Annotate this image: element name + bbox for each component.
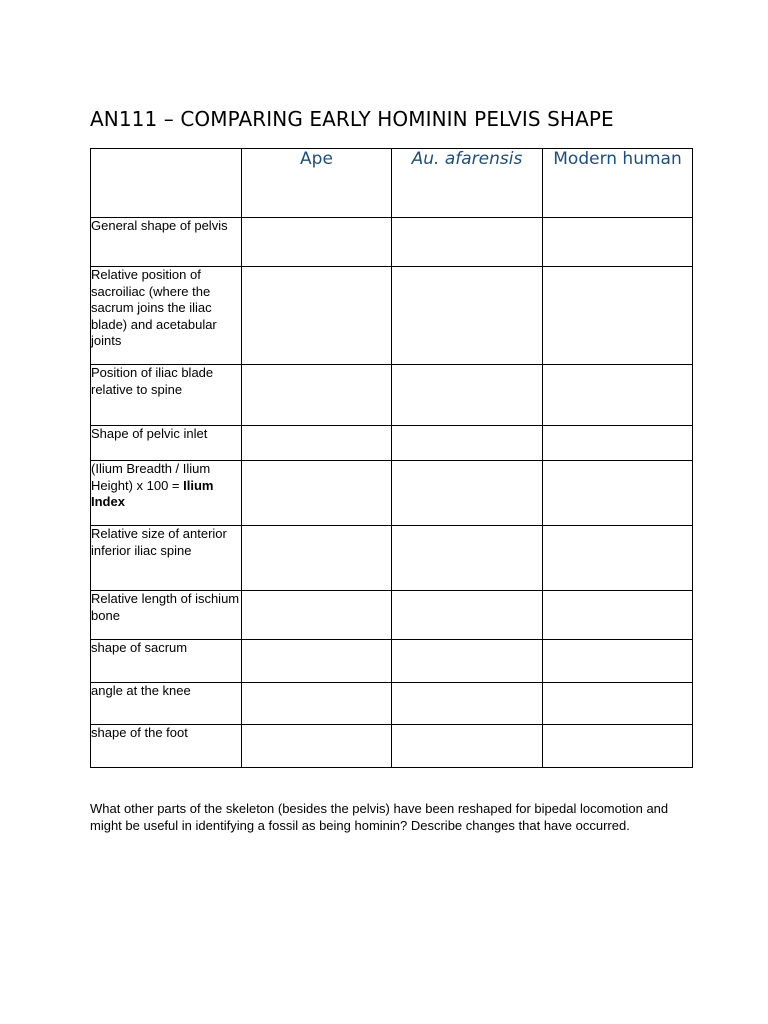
answer-cell-modern[interactable]	[543, 426, 693, 461]
row-label-sacrum: shape of sacrum	[91, 640, 242, 683]
comparison-table	[90, 148, 693, 768]
answer-cell-afarensis[interactable]	[392, 218, 543, 267]
answer-cell-modern[interactable]	[543, 218, 693, 267]
page-title: AN111 – COMPARING EARLY HOMININ PELVIS SHAPE	[90, 107, 614, 131]
row-label-sacroiliac-position: Relative position of sacroiliac (where the sacrum joins the iliac blade) and acetabular joints	[91, 267, 242, 365]
answer-cell-modern[interactable]	[543, 526, 693, 591]
table-row	[91, 365, 693, 426]
answer-cell-afarensis[interactable]	[392, 591, 543, 640]
answer-cell-modern[interactable]	[543, 640, 693, 683]
answer-cell-afarensis[interactable]	[392, 461, 543, 526]
answer-cell-modern[interactable]	[543, 365, 693, 426]
table-header-row	[91, 149, 693, 218]
answer-cell-ape[interactable]	[242, 365, 392, 426]
answer-cell-ape[interactable]	[242, 461, 392, 526]
row-label-ischium: Relative length of ischium bone	[91, 591, 242, 640]
answer-cell-ape[interactable]	[242, 640, 392, 683]
answer-cell-afarensis[interactable]	[392, 683, 543, 725]
row-label-general-shape: General shape of pelvis	[91, 218, 242, 267]
answer-cell-modern[interactable]	[543, 683, 693, 725]
answer-cell-ape[interactable]	[242, 526, 392, 591]
column-header-modern-human: Modern human	[543, 149, 693, 218]
answer-cell-afarensis[interactable]	[392, 267, 543, 365]
answer-cell-modern[interactable]	[543, 591, 693, 640]
answer-cell-modern[interactable]	[543, 725, 693, 768]
answer-cell-modern[interactable]	[543, 461, 693, 526]
table-row	[91, 640, 693, 683]
row-label-knee-angle: angle at the knee	[91, 683, 242, 725]
answer-cell-ape[interactable]	[242, 725, 392, 768]
discussion-question: What other parts of the skeleton (besides the pelvis) have been reshaped for bipedal locomotion and might be useful in identifying a fossil as being hominin? Describe changes that have occurred.	[90, 801, 669, 833]
table-row	[91, 725, 693, 768]
answer-cell-afarensis[interactable]	[392, 426, 543, 461]
table-row	[91, 683, 693, 725]
table-row	[91, 426, 693, 461]
table-row	[91, 526, 693, 591]
answer-cell-afarensis[interactable]	[392, 526, 543, 591]
answer-cell-ape[interactable]	[242, 218, 392, 267]
answer-cell-modern[interactable]	[543, 267, 693, 365]
answer-cell-afarensis[interactable]	[392, 640, 543, 683]
answer-cell-ape[interactable]	[242, 591, 392, 640]
row-label-ilium-index	[91, 461, 242, 526]
ilium-index-formula: (Ilium Breadth / Ilium Height) x 100 =	[91, 461, 211, 493]
answer-cell-afarensis[interactable]	[392, 725, 543, 768]
ilium-index-term: Ilium Index	[91, 477, 214, 509]
column-header-ape: Ape	[242, 149, 392, 218]
answer-cell-ape[interactable]	[242, 426, 392, 461]
row-label-foot-shape: shape of the foot	[91, 725, 242, 768]
table-row	[91, 267, 693, 365]
column-header-afarensis: Au. afarensis	[392, 149, 543, 218]
table-row	[91, 461, 693, 526]
header-empty-cell	[91, 149, 242, 218]
answer-cell-afarensis[interactable]	[392, 365, 543, 426]
row-label-iliac-spine: Relative size of anterior inferior iliac spine	[91, 526, 242, 591]
row-label-iliac-blade: Position of iliac blade relative to spine	[91, 365, 242, 426]
answer-cell-ape[interactable]	[242, 267, 392, 365]
table-row	[91, 591, 693, 640]
row-label-pelvic-inlet: Shape of pelvic inlet	[91, 426, 242, 461]
table-row	[91, 218, 693, 267]
answer-cell-ape[interactable]	[242, 683, 392, 725]
